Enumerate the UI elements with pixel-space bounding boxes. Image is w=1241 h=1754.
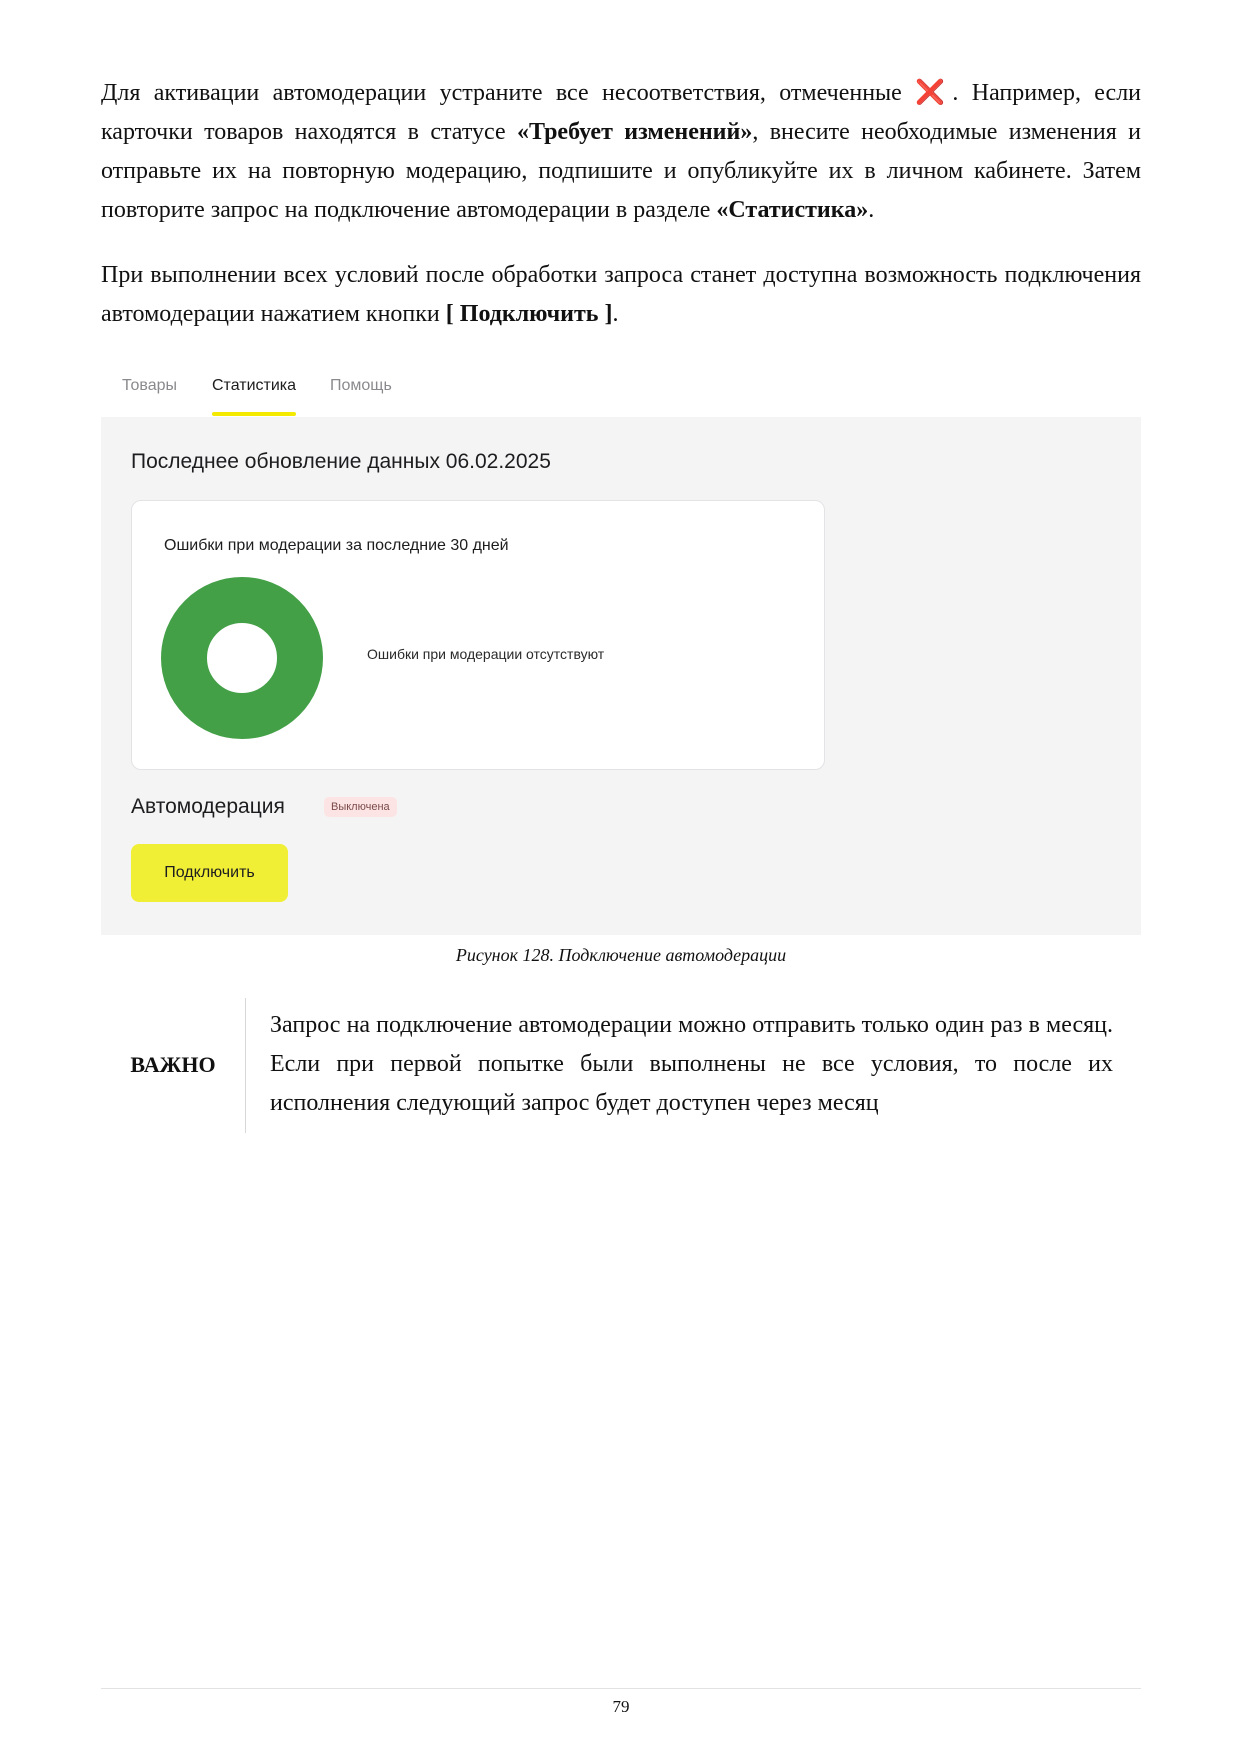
donut-ring [184, 600, 300, 716]
p1-text-3: , внесите необходимые изменения и отправьте их на повторную модерацию, подпишите и опубликуйте их в личном кабинете. Затем повторите запрос на подключение автомодерации в разделе [101, 119, 1141, 223]
tab-bar [101, 357, 1141, 417]
figure-caption: Рисунок 128. Подключение автомодерации [455, 945, 787, 965]
moderation-errors-card [131, 500, 825, 770]
errors-donut-chart [160, 576, 324, 740]
status-requires-changes: «Требует изменений» [516, 119, 753, 145]
tab-statistics[interactable]: Статистика [212, 377, 297, 394]
p1-text-2: . Например, если карточки товаров находятся в статусе [101, 80, 1142, 145]
important-note-text: Запрос на подключение автомодерации можно отправить только один раз в месяц. Если при первой попытке были выполнены не все условия, то после их исполнения следующий запрос будет доступен через месяц [270, 1012, 1113, 1116]
automoderation-title: Автомодерация [131, 795, 285, 818]
intro-paragraph [101, 73, 1141, 230]
screenshot-figure [101, 357, 1141, 935]
p2-text-1: При выполнении всех условий после обработки запроса станет доступна возможность подключения автомодерации нажатием кнопки [101, 262, 1141, 327]
active-tab-indicator [212, 412, 296, 416]
important-label: ВАЖНО [130, 1052, 216, 1077]
last-update-title: Последнее обновление данных 06.02.2025 [131, 450, 551, 473]
p1-text-4: . [868, 197, 875, 223]
cross-mark-icon: ❌ [915, 78, 953, 106]
connect-button[interactable]: Подключить [131, 844, 288, 902]
footer-divider [101, 1688, 1141, 1689]
connect-button-reference: [ Подключить ] [445, 301, 613, 327]
page-number: 79 [612, 1697, 630, 1716]
note-divider [245, 998, 246, 1133]
conditions-paragraph [101, 256, 1141, 334]
p2-text-2: . [612, 301, 619, 327]
status-badge: Выключена [324, 797, 397, 817]
section-statistics: «Статистика» [716, 197, 869, 223]
card-title: Ошибки при модерации за последние 30 дней [164, 537, 509, 554]
p1-text-1: Для активации автомодерации устраните все несоответствия, отмеченные [101, 80, 916, 106]
tab-products[interactable]: Товары [122, 377, 178, 394]
no-errors-message: Ошибки при модерации отсутствуют [367, 646, 605, 662]
tab-help[interactable]: Помощь [330, 377, 392, 394]
